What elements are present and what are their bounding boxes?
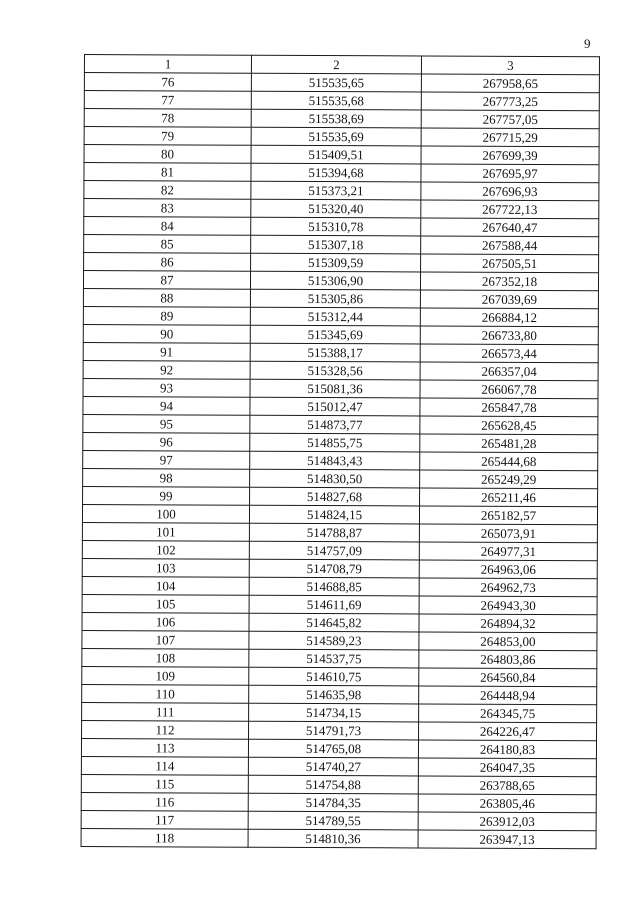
table-row	[82, 504, 597, 524]
table-row	[82, 684, 597, 704]
table-body	[81, 73, 599, 849]
table-row	[84, 145, 599, 165]
y-coordinate-cell: 264226,47	[419, 722, 597, 741]
column-header-1: 1	[84, 55, 251, 74]
point-number-cell: 102	[82, 540, 249, 559]
y-coordinate-cell: 263947,13	[418, 830, 596, 849]
point-number-cell: 101	[82, 522, 249, 541]
x-coordinate-cell: 514873,77	[250, 415, 420, 434]
table-row	[82, 558, 597, 578]
table-row	[84, 127, 599, 147]
point-number-cell: 111	[82, 702, 249, 721]
point-number-cell: 110	[82, 684, 249, 703]
y-coordinate-cell: 266067,78	[420, 380, 598, 399]
x-coordinate-cell: 515312,44	[250, 307, 420, 326]
point-number-cell: 90	[83, 324, 250, 343]
y-coordinate-cell: 267640,47	[421, 218, 599, 237]
x-coordinate-cell: 515309,59	[251, 253, 421, 272]
x-coordinate-cell: 514688,85	[249, 577, 419, 596]
y-coordinate-cell: 263805,46	[418, 794, 596, 813]
table-row	[82, 648, 597, 668]
table-row	[83, 271, 598, 291]
table-row	[84, 91, 599, 111]
y-coordinate-cell: 264962,73	[419, 578, 597, 597]
table-row	[83, 396, 598, 416]
x-coordinate-cell: 514537,75	[249, 649, 419, 668]
point-number-cell: 81	[84, 163, 251, 182]
point-number-cell: 86	[84, 253, 251, 272]
x-coordinate-cell: 515373,21	[251, 181, 421, 200]
x-coordinate-cell: 514610,75	[249, 667, 419, 686]
y-coordinate-cell: 265211,46	[420, 488, 598, 507]
table-row	[82, 612, 597, 632]
x-coordinate-cell: 514855,75	[250, 433, 420, 452]
point-number-cell: 96	[83, 432, 250, 451]
point-number-cell: 76	[84, 73, 251, 92]
table-row	[83, 342, 598, 362]
table-row	[83, 468, 598, 488]
y-coordinate-cell: 264180,83	[418, 740, 596, 759]
x-coordinate-cell: 514789,55	[248, 811, 418, 830]
x-coordinate-cell: 514708,79	[249, 559, 419, 578]
x-coordinate-cell: 514645,82	[249, 613, 419, 632]
x-coordinate-cell: 515012,47	[250, 397, 420, 416]
table-row	[83, 360, 598, 380]
point-number-cell: 98	[83, 468, 250, 487]
x-coordinate-cell: 514740,27	[248, 757, 418, 776]
table-row	[82, 594, 597, 614]
x-coordinate-cell: 515345,69	[250, 325, 420, 344]
x-coordinate-cell: 514754,88	[248, 775, 418, 794]
y-coordinate-cell: 265847,78	[420, 398, 598, 417]
y-coordinate-cell: 264047,35	[418, 758, 596, 777]
x-coordinate-cell: 514765,08	[248, 739, 418, 758]
x-coordinate-cell: 514635,98	[249, 685, 419, 704]
x-coordinate-cell: 514611,69	[249, 595, 419, 614]
table-row	[81, 756, 596, 776]
point-number-cell: 100	[82, 504, 249, 523]
y-coordinate-cell: 265182,57	[419, 506, 597, 525]
y-coordinate-cell: 266733,80	[420, 326, 598, 345]
y-coordinate-cell: 267699,39	[421, 146, 599, 165]
y-coordinate-cell: 267695,97	[421, 164, 599, 183]
point-number-cell: 84	[84, 217, 251, 236]
table-row	[84, 163, 599, 183]
point-number-cell: 89	[83, 306, 250, 325]
y-coordinate-cell: 267722,13	[421, 200, 599, 219]
point-number-cell: 97	[83, 450, 250, 469]
table-row	[84, 109, 599, 129]
x-coordinate-cell: 514827,68	[250, 487, 420, 506]
table-row	[83, 432, 598, 452]
y-coordinate-cell: 263788,65	[418, 776, 596, 795]
table-row	[83, 306, 598, 326]
y-coordinate-cell: 265481,28	[420, 434, 598, 453]
x-coordinate-cell: 515535,68	[251, 91, 421, 110]
table-row	[83, 450, 598, 470]
point-number-cell: 80	[84, 145, 251, 164]
y-coordinate-cell: 267958,65	[421, 74, 599, 93]
y-coordinate-cell: 264853,00	[419, 632, 597, 651]
x-coordinate-cell: 515081,36	[250, 379, 420, 398]
point-number-cell: 99	[83, 486, 250, 505]
x-coordinate-cell: 515394,68	[251, 163, 421, 182]
point-number-cell: 77	[84, 91, 251, 110]
y-coordinate-cell: 267696,93	[421, 182, 599, 201]
table-row	[84, 235, 599, 255]
x-coordinate-cell: 515388,17	[250, 343, 420, 362]
table-row	[83, 288, 598, 308]
y-coordinate-cell: 264894,32	[419, 614, 597, 633]
point-number-cell: 78	[84, 109, 251, 128]
x-coordinate-cell: 515409,51	[251, 145, 421, 164]
point-number-cell: 94	[83, 396, 250, 415]
table-row	[81, 792, 596, 812]
point-number-cell: 83	[84, 199, 251, 218]
table-row	[82, 522, 597, 542]
point-number-cell: 108	[82, 648, 249, 667]
point-number-cell: 82	[84, 181, 251, 200]
x-coordinate-cell: 515328,56	[250, 361, 420, 380]
coordinates-table	[81, 54, 600, 849]
y-coordinate-cell: 266357,04	[420, 362, 598, 381]
x-coordinate-cell: 514791,73	[249, 721, 419, 740]
table-row	[82, 666, 597, 686]
point-number-cell: 92	[83, 360, 250, 379]
table-row	[81, 774, 596, 794]
table-row	[81, 828, 596, 848]
point-number-cell: 114	[81, 756, 248, 775]
y-coordinate-cell: 264560,84	[419, 668, 597, 687]
table-row	[84, 181, 599, 201]
table-row	[82, 702, 597, 722]
y-coordinate-cell: 267505,51	[421, 254, 599, 273]
y-coordinate-cell: 267773,25	[421, 92, 599, 111]
table-row	[84, 253, 599, 273]
table-row	[81, 738, 596, 758]
page-number: 9	[584, 36, 591, 51]
x-coordinate-cell: 514830,50	[250, 469, 420, 488]
point-number-cell: 91	[83, 342, 250, 361]
x-coordinate-cell: 515538,69	[251, 109, 421, 128]
table-row	[84, 217, 599, 237]
table-row	[84, 199, 599, 219]
point-number-cell: 87	[83, 271, 250, 290]
point-number-cell: 116	[81, 792, 248, 811]
table-row	[83, 324, 598, 344]
y-coordinate-cell: 267352,18	[420, 272, 598, 291]
y-coordinate-cell: 267757,05	[421, 110, 599, 129]
point-number-cell: 103	[82, 558, 249, 577]
x-coordinate-cell: 514788,87	[249, 523, 419, 542]
y-coordinate-cell: 264448,94	[419, 686, 597, 705]
x-coordinate-cell: 514784,35	[248, 793, 418, 812]
table-row	[82, 720, 597, 740]
point-number-cell: 112	[82, 720, 249, 739]
y-coordinate-cell: 264345,75	[419, 704, 597, 723]
x-coordinate-cell: 514810,36	[248, 829, 418, 848]
point-number-cell: 115	[81, 774, 248, 793]
point-number-cell: 104	[82, 576, 249, 595]
point-number-cell: 107	[82, 630, 249, 649]
y-coordinate-cell: 264943,30	[419, 596, 597, 615]
y-coordinate-cell: 264977,31	[419, 542, 597, 561]
x-coordinate-cell: 515535,65	[251, 73, 421, 92]
point-number-cell: 109	[82, 666, 249, 685]
y-coordinate-cell: 265249,29	[420, 470, 598, 489]
y-coordinate-cell: 264803,86	[419, 650, 597, 669]
point-number-cell: 85	[84, 235, 251, 254]
point-number-cell: 113	[81, 738, 248, 757]
table-row	[83, 486, 598, 506]
x-coordinate-cell: 515535,69	[251, 127, 421, 146]
table-row	[82, 576, 597, 596]
point-number-cell: 105	[82, 594, 249, 613]
x-coordinate-cell: 515320,40	[251, 199, 421, 218]
point-number-cell: 79	[84, 127, 251, 146]
x-coordinate-cell: 514757,09	[249, 541, 419, 560]
x-coordinate-cell: 515306,90	[250, 271, 420, 290]
y-coordinate-cell: 265444,68	[420, 452, 598, 471]
y-coordinate-cell: 265628,45	[420, 416, 598, 435]
y-coordinate-cell: 264963,06	[419, 560, 597, 579]
y-coordinate-cell: 267039,69	[420, 290, 598, 309]
x-coordinate-cell: 514589,23	[249, 631, 419, 650]
y-coordinate-cell: 263912,03	[418, 812, 596, 831]
x-coordinate-cell: 515307,18	[251, 235, 421, 254]
y-coordinate-cell: 267715,29	[421, 128, 599, 147]
y-coordinate-cell: 265073,91	[419, 524, 597, 543]
table-row	[83, 414, 598, 434]
point-number-cell: 118	[81, 828, 248, 847]
table-row	[84, 73, 599, 93]
x-coordinate-cell: 514734,15	[249, 703, 419, 722]
table-row	[82, 630, 597, 650]
point-number-cell: 106	[82, 612, 249, 631]
table-row	[82, 540, 597, 560]
column-header-2: 2	[251, 55, 421, 74]
x-coordinate-cell: 514824,15	[249, 505, 419, 524]
column-header-3: 3	[421, 56, 599, 75]
y-coordinate-cell: 267588,44	[421, 236, 599, 255]
point-number-cell: 95	[83, 414, 250, 433]
x-coordinate-cell: 515310,78	[251, 217, 421, 236]
table-row	[83, 378, 598, 398]
table-header-row	[84, 55, 599, 75]
point-number-cell: 117	[81, 810, 248, 829]
table-row	[81, 810, 596, 830]
point-number-cell: 93	[83, 378, 250, 397]
point-number-cell: 88	[83, 288, 250, 307]
y-coordinate-cell: 266884,12	[420, 308, 598, 327]
x-coordinate-cell: 514843,43	[250, 451, 420, 470]
x-coordinate-cell: 515305,86	[250, 289, 420, 308]
y-coordinate-cell: 266573,44	[420, 344, 598, 363]
